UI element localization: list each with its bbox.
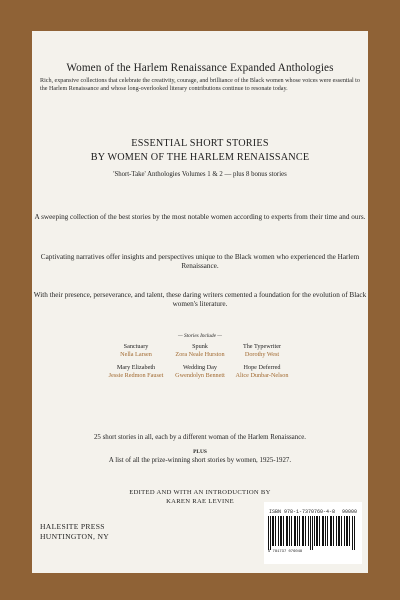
stories-heading: — Stories Include — [178,333,222,339]
barcode-digits: 9 781737 076048 [268,550,303,554]
story-item [207,364,317,380]
price-code: 90000 [342,509,358,515]
story-author: Nella Larsen [120,351,152,358]
story-title: The Typewriter [242,343,282,350]
blurb-2: Captivating narratives offer insights and perspectives unique to the Black women who experienced the Harlem Renaissance. [40,253,360,271]
series-description: Rich, expansive collections that celebrate the creativity, courage, and brilliance of the Black women whose voices were essential to the Harlem Renaissance and whose long-overlooked literary contributions continue to resonate today. [40,78,360,92]
story-title: Hope Deferred [243,364,281,371]
book-subtitle: 'Short-Take' Anthologies Volumes 1 & 2 — plus 8 bonus stories [113,171,287,178]
isbn-text [269,509,357,515]
story-author: Dorothy West [244,351,280,358]
story-title: Mary Elizabeth [116,364,156,371]
back-cover-panel [32,31,368,573]
story-title: Wedding Day [182,364,218,371]
plus-label: PLUS [193,449,207,455]
book-title [32,137,368,164]
story-title: Sanctuary [123,343,149,350]
story-author: Zora Neale Hurston [175,351,225,358]
story-count-statement: 25 short stories in all, each by a different woman of the Harlem Renaissance. [93,434,307,441]
isbn-number: ISBN 978-1-7370760-4-8 [269,509,336,515]
story-item [207,343,317,359]
story-title: Spunk [192,343,208,350]
blurb-3: With their presence, perseverance, and talent, these daring writers cemented a foundation for the evolution of Black women's literature. [33,291,367,309]
editor-name: KAREN RAE LEVINE [166,497,234,505]
barcode-block [264,502,362,564]
publisher-location: HUNTINGTON, NY [40,532,110,541]
series-title: Women of the Harlem Renaissance Expanded Anthologies [66,62,334,74]
barcode-icon [268,516,358,550]
story-author: Gwendolyn Bennett [175,372,225,379]
publisher-name: HALESITE PRESS [40,522,105,531]
story-author: Alice Dunbar-Nelson [235,372,289,379]
editor-credit-line-1: EDITED AND WITH AN INTRODUCTION BY [129,489,271,496]
publisher-imprint [40,522,109,542]
book-title-line-1: ESSENTIAL SHORT STORIES [131,138,269,149]
story-author: Jessie Redmon Fauset [108,372,164,379]
book-title-line-2: BY WOMEN OF THE HARLEM RENAISSANCE [90,151,310,163]
blurb-1: A sweeping collection of the best stories by the most notable women according to experts from their time and ours. [34,213,366,221]
prize-list-statement: A list of all the prize-winning short stories by women, 1925-1927. [108,457,292,464]
